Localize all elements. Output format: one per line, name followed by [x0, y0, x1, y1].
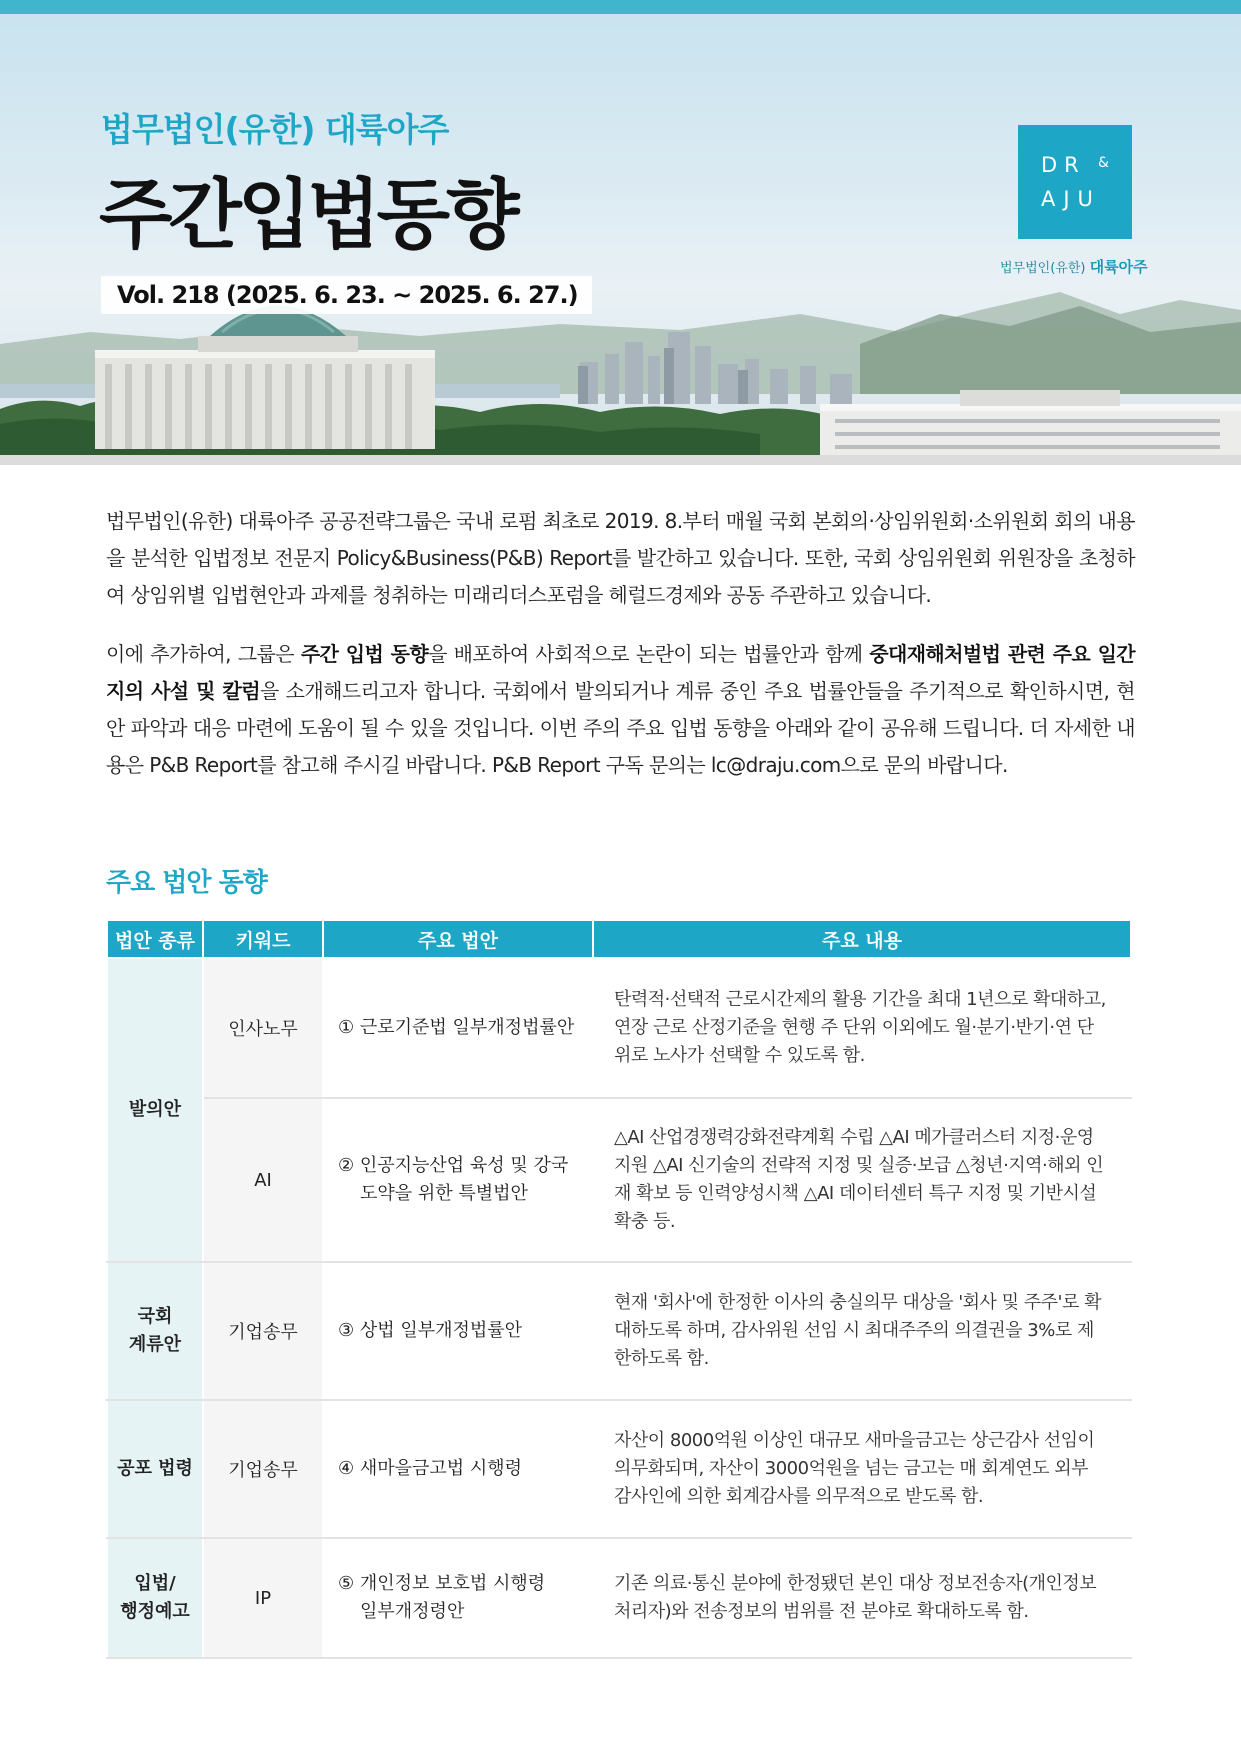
bill-name-line1: ① 근로기준법 일부개정법률안 [338, 1017, 575, 1038]
intro-p2-part-c: 을 배포하여 사회적으로 논란이 되는 법률안과 함께 [428, 642, 870, 666]
keyword-cell: AI [203, 1098, 323, 1262]
header-main-content: 주요 내용 [593, 920, 1131, 958]
table-row [107, 1262, 1131, 1400]
intro-p2-part-a: 이에 추가하여, 그룹은 [106, 642, 301, 666]
keyword-cell: IP [203, 1538, 323, 1658]
logo-line1: DR [1041, 153, 1086, 177]
content-cell: 기존 의료·통신 분야에 한정됐던 본인 대상 정보전송자(개인정보 처리자)와 전송정보의 범위를 전 분야로 확대하도록 함. [593, 1538, 1131, 1658]
bill-name-line2: 일부개정령안 [360, 1601, 465, 1622]
table-row [107, 1400, 1131, 1538]
major-bills-table [106, 919, 1132, 1659]
keyword-cell: 기업송무 [203, 1400, 323, 1538]
table-row [107, 1098, 1131, 1262]
bill-name-line1: ③ 상법 일부개정법률안 [338, 1320, 523, 1341]
bill-name-cell [323, 958, 593, 1098]
bill-type-pending: 국회 계류안 [107, 1262, 203, 1400]
header-keyword: 키워드 [203, 920, 323, 958]
section-title-major-bills: 주요 법안 동향 [106, 868, 267, 898]
intro-paragraph-2 [106, 636, 1135, 784]
header-divider-band [0, 455, 1241, 465]
bill-name-cell [323, 1400, 593, 1538]
table-header-row [107, 920, 1131, 958]
bill-name-cell [323, 1538, 593, 1658]
bill-name-line2: 도약을 위한 특별법안 [360, 1183, 528, 1204]
bill-name-line1: ⑤ 개인정보 보호법 시행령 [338, 1573, 546, 1594]
header-major-bill: 주요 법안 [323, 920, 593, 958]
bill-name-line1: ④ 새마을금고법 시행령 [338, 1458, 523, 1479]
bill-type-proposed: 발의안 [107, 958, 203, 1262]
bill-type-pre-announcement: 입법/ 행정예고 [107, 1538, 203, 1658]
table-row [107, 1538, 1131, 1658]
intro-paragraph-1: 법무법인(유한) 대륙아주 공공전략그룹은 국내 로펌 최초로 2019. 8.부터 매월 국회 본회의·상임위원회·소위원회 회의 내용을 분석한 입법정보 전문지 Policy&Business(P&B) Report를 발간하고 있습니다. 또한, 국회 상임위원회 위원장을 초청하여 상임위별 입법현안과 과제를 청취하는 미래리더스포럼을 헤럴드경제와 공동 주관하고 있습니다. [106, 509, 1135, 607]
bill-name-line1: ② 인공지능산업 육성 및 강국 [338, 1155, 569, 1176]
dr-aju-logo [1018, 125, 1132, 239]
header-bill-type: 법안 종류 [107, 920, 203, 958]
logo-caption [1000, 256, 1148, 277]
content-cell: 현재 '회사'에 한정한 이사의 충실의무 대상을 '회사 및 주주'로 확대하도록 하며, 감사위원 선임 시 최대주주의 의결권을 3%로 제한하도록 함. [593, 1262, 1131, 1400]
keyword-cell: 기업송무 [203, 1262, 323, 1400]
intro-p2-bold-weekly: 주간 입법 동향 [300, 642, 429, 666]
logo-line2: AJU [1041, 187, 1101, 211]
firm-name-heading: 법무법인(유한) 대륙아주 [101, 110, 449, 149]
table-row [107, 958, 1131, 1098]
logo-ampersand: & [1098, 155, 1109, 171]
content-cell: 탄력적·선택적 근로시간제의 활용 기간을 최대 1년으로 확대하고, 연장 근로 산정기준을 현행 주 단위 이외에도 월·분기·반기·연 단위로 노사가 선택할 수 있도록 함. [593, 958, 1131, 1098]
header-banner [0, 14, 1241, 455]
logo-caption-prefix: 법무법인(유한) [1000, 261, 1086, 276]
top-accent-strip [0, 0, 1241, 14]
intro-p2-bold-editorials: 중대재해처벌법 관련 주요 일간지의 사설 및 칼럼 [106, 642, 1136, 703]
bill-type-promulgated: 공포 법령 [107, 1400, 203, 1538]
keyword-cell: 인사노무 [203, 958, 323, 1098]
content-cell: △AI 산업경쟁력강화전략계획 수립 △AI 메가클러스터 지정·운영 지원 △AI 신기술의 전략적 지정 및 실증·보급 △청년·지역·해외 인재 확보 등 인력양성시책 △AI 데이터센터 특구 지정 및 기반시설 확충 등. [593, 1098, 1131, 1262]
newsletter-title: 주간입법동향 [99, 170, 516, 259]
intro-p2-part-e: 을 소개해드리고자 합니다. 국회에서 발의되거나 계류 중인 주요 법률안들을 주기적으로 확인하시면, 현안 파악과 대응 마련에 도움이 될 수 있을 것입니다. 이번 주의 주요 입법 동향을 아래와 같이 공유해 드립니다. 더 자세한 내용은 P&B Report를 참고해 주시길 바랍니다. P&B Report 구독 문의는 lc@draju.com으로 문의 바랍니다. [106, 679, 1135, 777]
bill-name-cell [323, 1098, 593, 1262]
content-cell: 자산이 8000억원 이상인 대규모 새마을금고는 상근감사 선임이 의무화되며, 자산이 3000억원을 넘는 금고는 매 회계연도 외부 감사인에 의한 회계감사를 의무적으로 받도록 함. [593, 1400, 1131, 1538]
logo-caption-name: 대륙아주 [1089, 258, 1148, 276]
volume-date-label: Vol. 218 (2025. 6. 23. ~ 2025. 6. 27.) [101, 276, 592, 314]
bill-name-cell [323, 1262, 593, 1400]
